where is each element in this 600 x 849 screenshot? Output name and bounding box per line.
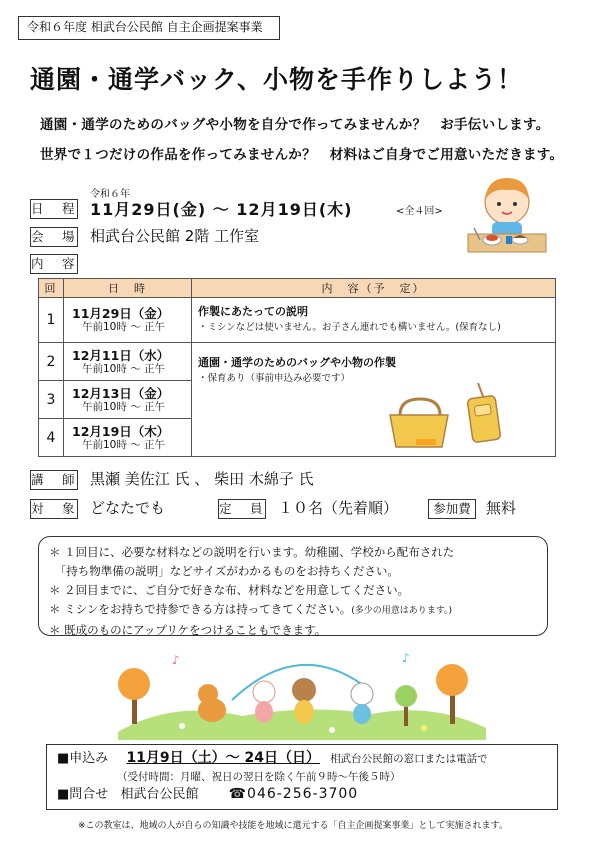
- header-number: 回: [39, 279, 64, 298]
- footnote: ※この教室は、地域の人が自らの知識や技能を地域に還元する「自主企画提案事業」として実施されます。: [78, 821, 508, 831]
- capacity-label: 定 員: [218, 499, 266, 519]
- content1-sub: ・ミシンなどは使いません。お子さん連れでも構いません。(保育なし): [198, 322, 501, 333]
- instructor-label: 講 師: [30, 470, 78, 490]
- fee-value: 無料: [486, 499, 517, 517]
- org-header: 令和６年度 相武台公民館 自主企画提案事業: [18, 16, 280, 40]
- instructor-value: 黒瀬 美佐江 氏 、 柴田 木綿子 氏: [90, 470, 314, 488]
- content2-sub: ・保育あり（事前申込み必要です）: [198, 373, 351, 384]
- note-line-3: ＊ ２回目までに、ご自分で好きな布、材料などを用意してください。: [49, 583, 410, 597]
- page-title: 通園・通学バック、小物を手作りしよう！: [30, 65, 524, 94]
- header-content: 内 容（予 定）: [192, 279, 556, 298]
- note-line-5: ＊ 既成のものにアップリケをつけることもできます。: [49, 623, 327, 637]
- table-row: [39, 343, 556, 381]
- table-row: [39, 298, 556, 343]
- svg-text:♪: ♪: [172, 653, 180, 667]
- bag-illustration: [386, 381, 506, 451]
- note-line-4-aside: (多少の用意はあります。): [351, 606, 453, 616]
- target-label: 対 象: [30, 499, 78, 519]
- capacity-value: １０名（先着順）: [278, 499, 399, 517]
- row-date: 12月19日（木）: [72, 423, 170, 439]
- row-time: 午前10時 ～ 正午: [82, 321, 166, 333]
- row-time: 午前10時 ～ 正午: [82, 438, 166, 451]
- row-number: 2: [39, 343, 64, 381]
- schedule-dates: 11月29日(金) ～ 12月19日(木): [90, 200, 353, 219]
- inquiry-label: ■問合せ: [57, 787, 109, 802]
- schedule-era: 令和６年: [90, 189, 130, 200]
- row-number: 3: [39, 381, 64, 419]
- content2-title: 通園・通学のためのバッグや小物の作製: [198, 356, 396, 369]
- inquiry-phone: ☎046-256-3700: [228, 786, 359, 802]
- svg-text:♪: ♪: [402, 651, 410, 665]
- apply-method: 相武台公民館の窓口または電話で: [330, 753, 488, 765]
- note-line-2: 「持ち物準備の説明」などサイズがわかるものをお持ちください。: [49, 564, 399, 578]
- row-number: 1: [39, 298, 64, 343]
- target-value: どなたでも: [90, 499, 166, 517]
- child-eating-illustration: [462, 170, 552, 260]
- row-time: 午前10時 ～ 正午: [82, 362, 166, 375]
- row-time: 午前10時 ～ 正午: [82, 400, 166, 413]
- apply-dates: 11月9日（土）～ 24日（日）: [126, 750, 321, 766]
- row-number: 4: [39, 419, 64, 457]
- schedule-label: 日 程: [30, 199, 78, 219]
- content1-title: 作製にあたっての説明: [198, 305, 308, 318]
- notes-box: [38, 536, 548, 636]
- apply-label: ■申込み: [57, 751, 109, 766]
- venue-value: 相武台公民館 2階 工作室: [90, 227, 260, 245]
- animals-garden-illustration: [112, 640, 490, 740]
- venue-label: 会 場: [30, 227, 78, 247]
- header-datetime: 日 時: [64, 279, 192, 298]
- note-line-4-main: ＊ ミシンをお持ちで持参できる方は持ってきてください。: [49, 602, 352, 616]
- fee-label: 参加費: [428, 499, 476, 519]
- row-date: 11月29日（金）: [72, 306, 170, 321]
- row-date: 12月11日（水）: [72, 347, 170, 363]
- intro-line-2: 世界で１つだけの作品を作ってみませんか？ 材料はご自身でご用意いただきます。: [40, 147, 564, 163]
- note-line-1: ＊ １回目に、必要な材料などの説明を行います。幼稚園、学校から配布された: [49, 545, 455, 559]
- intro-line-1: 通園・通学のためのバッグや小物を自分で作ってみませんか？ お手伝いします。: [40, 117, 550, 133]
- inquiry-place: 相武台公民館: [120, 787, 199, 802]
- row-date: 12月13日（金）: [72, 385, 170, 401]
- schedule-table: [38, 278, 556, 457]
- note-line-4: [49, 600, 537, 621]
- apply-box: [46, 744, 558, 810]
- contents-label: 内 容: [30, 254, 78, 274]
- schedule-count: <全４回>: [396, 206, 443, 217]
- apply-hours: （受付時間：月曜、祝日の翌日を除く午前９時～午後５時）: [117, 771, 401, 783]
